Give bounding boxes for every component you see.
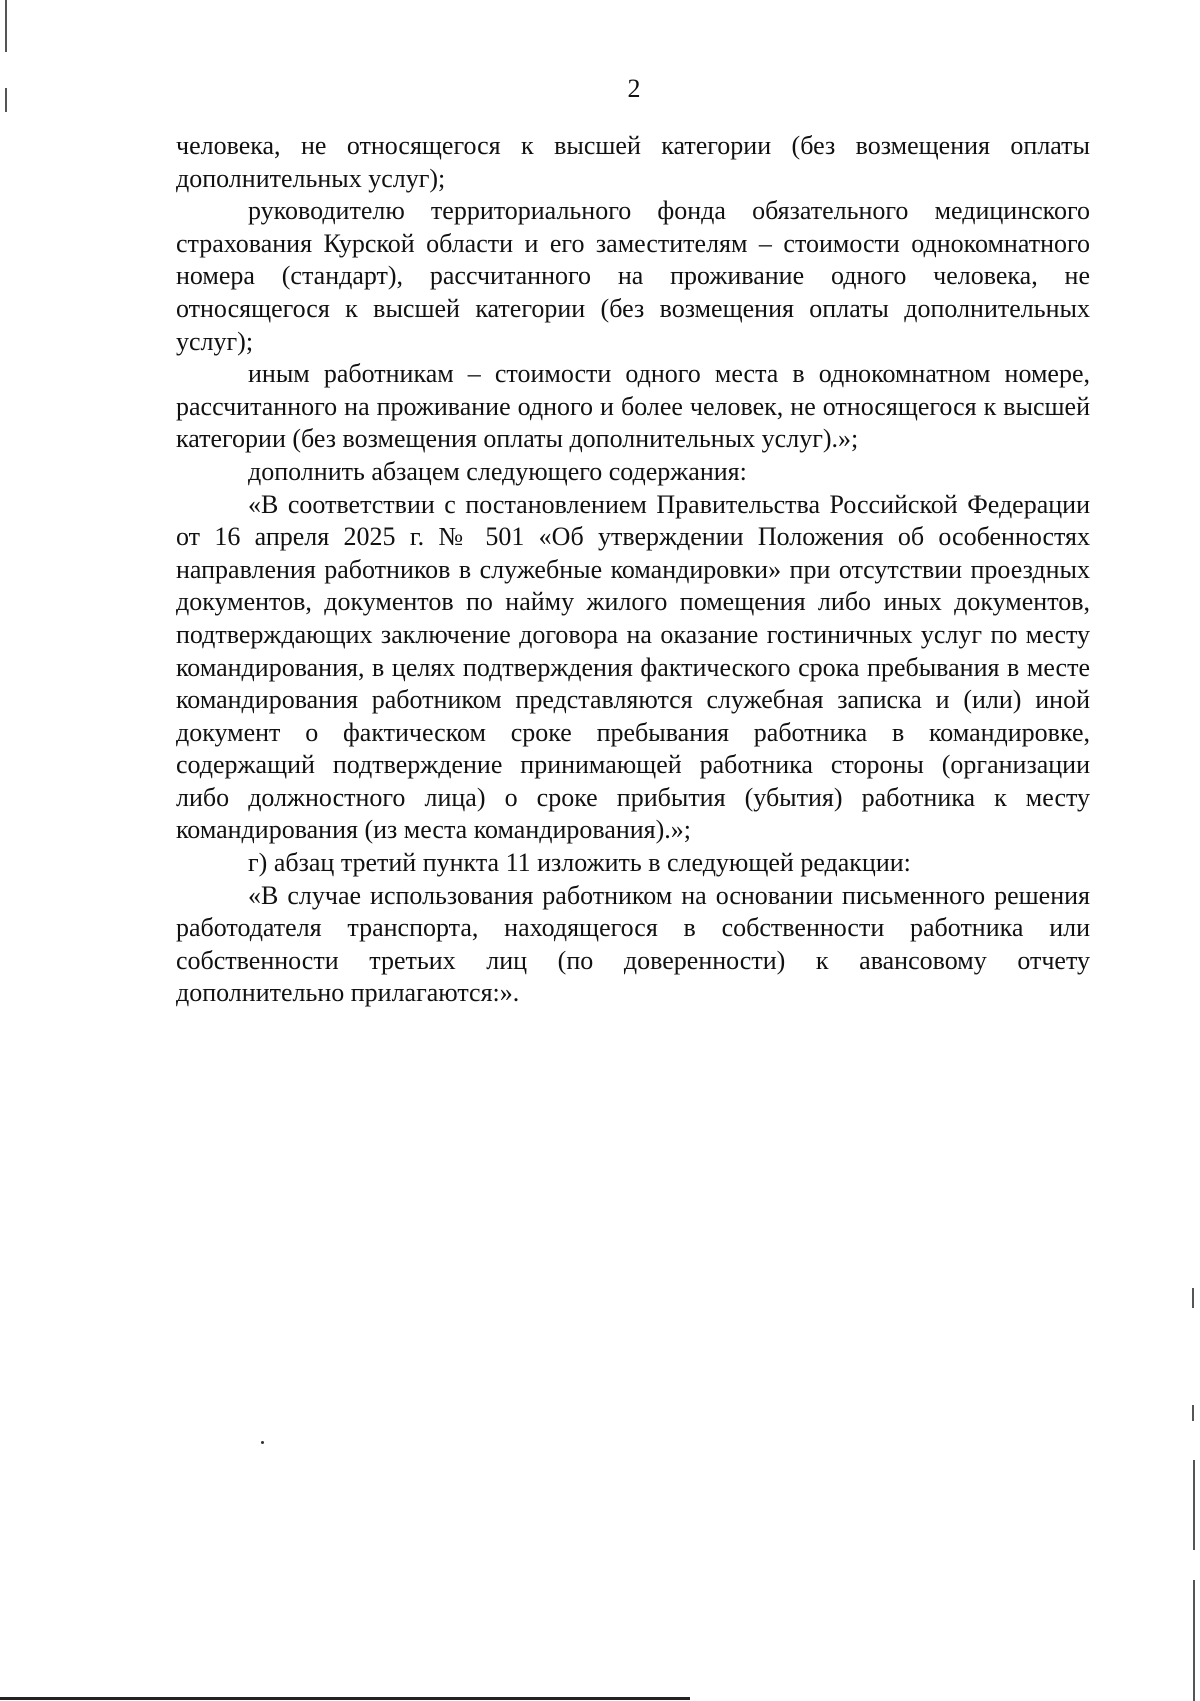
document-body (176, 130, 1090, 1010)
scan-bottom-edge (0, 1697, 690, 1700)
paragraph: «В соответствии с постановлением Правительства Российской Федерации от 16 апреля 2025 г. № 501 «Об утверждении Положения об особенностях направления работников в служебные командировки» при отсутствии проездных документов, документов по найму жилого помещения либо иных документов, подтверждающих заключение договора на оказание гостиничных услуг по месту командирования, в целях подтверждения фактического срока пребывания в месте командирования работником представляются служебная записка и (или) иной документ о фактическом сроке пребывания работника в командировке, содержащий подтверждение принимающей работника стороны (организации либо должностного лица) о сроке прибытия (убытия) работника к месту командирования (из места командирования).»; (176, 489, 1090, 845)
paragraph: г) абзац третий пункта 11 изложить в следующей редакции: (248, 848, 911, 878)
paragraph: руководителю территориального фонда обязательного медицинского страхования Курской области и его заместителям – стоимости однокомнатного номера (стандарт), рассчитанного на проживание одного человека, не относящегося к высшей категории (без возмещения оплаты дополнительных услуг); (176, 196, 1090, 356)
paragraph: иным работникам – стоимости одного места в однокомнатном номере, рассчитанного на проживание одного и более человек, не относящегося к высшей категории (без возмещения оплаты дополнительных услуг).»; (176, 359, 1090, 454)
paragraph: «В случае использования работником на основании письменного решения работодателя транспорта, находящегося в собственности работника или собственности третьих лиц (по доверенности) к авансовому отчету дополнительно прилагаются:». (176, 880, 1090, 1008)
scan-speck (261, 1441, 264, 1444)
scan-edge-mark (5, 0, 7, 52)
scan-edge-mark (1193, 1580, 1195, 1701)
page-number: 2 (627, 74, 641, 103)
paragraph: дополнить абзацем следующего содержания: (248, 456, 747, 486)
scan-edge-mark (1192, 1405, 1194, 1421)
scan-edge-mark (1192, 1288, 1194, 1308)
scan-edge-mark (1193, 1460, 1195, 1550)
paragraph: человека, не относящегося к высшей категории (без возмещения оплаты дополнительных услуг); (176, 131, 1090, 193)
